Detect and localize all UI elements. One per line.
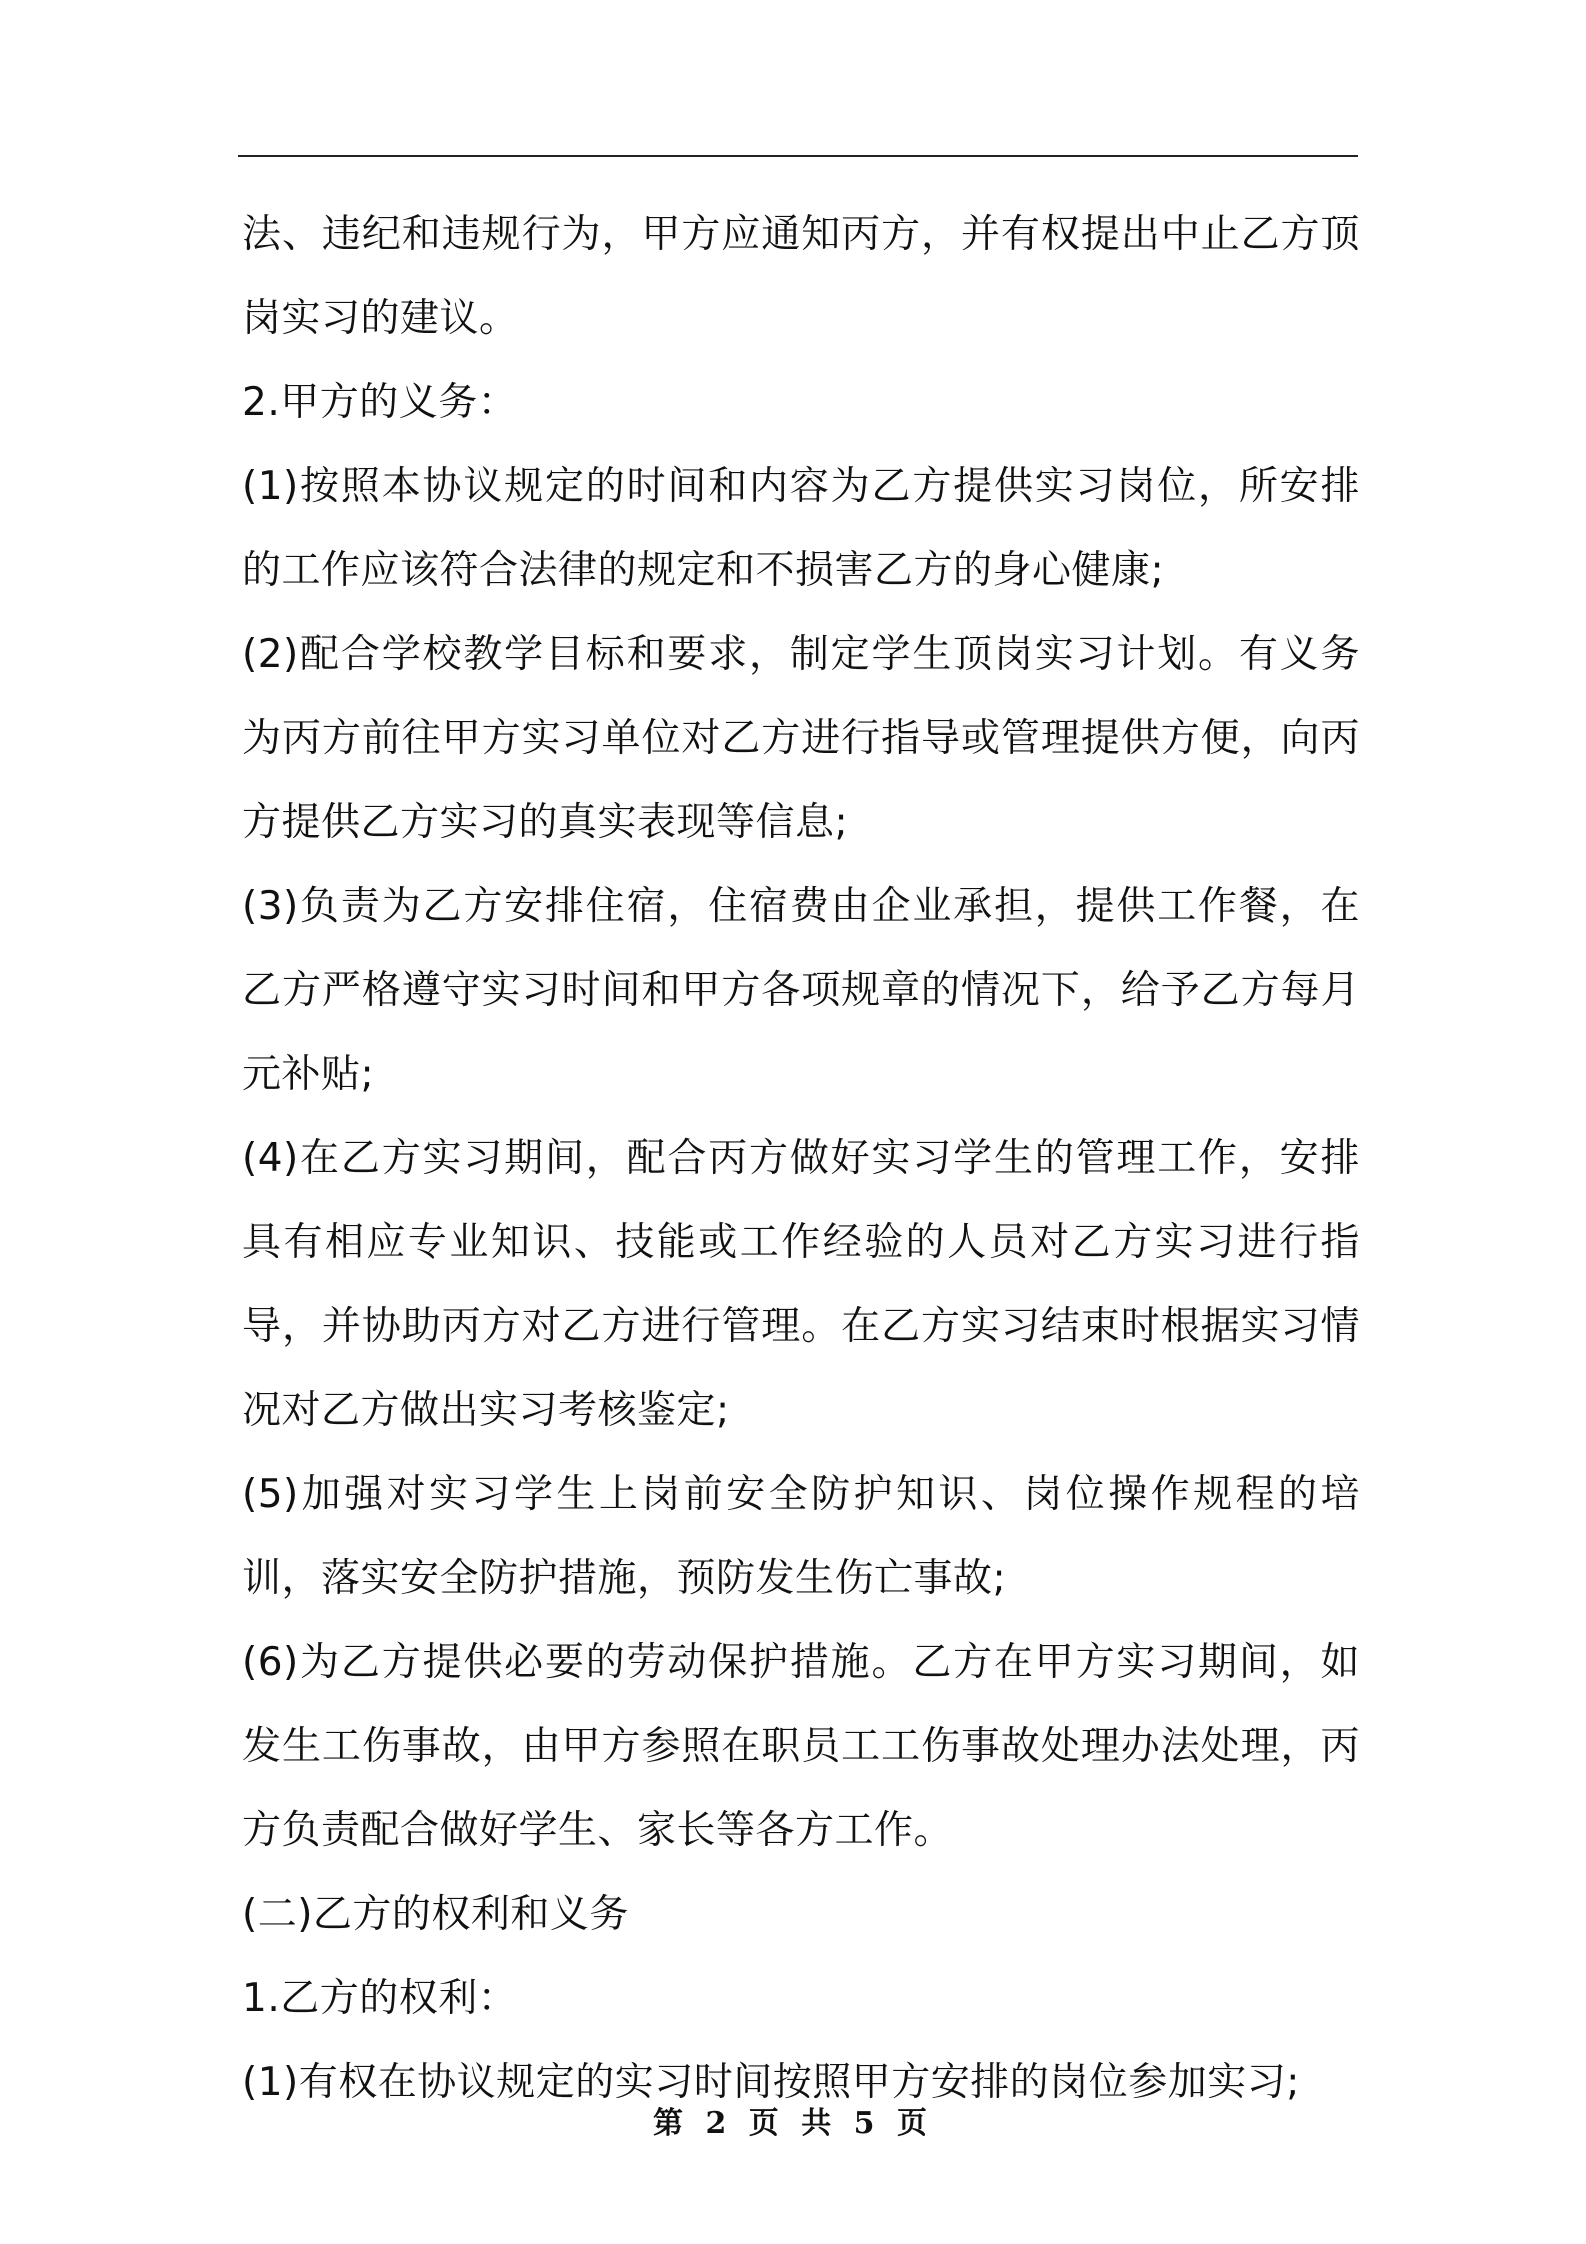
paragraph: (4)在乙方实习期间，配合丙方做好实习学生的管理工作，安排具有相应专业知识、技能或工作经验的人员对乙方实习进行指导，并协助丙方对乙方进行管理。在乙方实习结束时根据实习情况对乙方做出实习考核鉴定; (242, 1136, 1360, 1433)
paragraph: (1)按照本协议规定的时间和内容为乙方提供实习岗位，所安排的工作应该符合法律的规定和不损害乙方的身心健康; (242, 464, 1360, 593)
section-heading: 1.乙方的权利： (242, 1976, 518, 2021)
paragraph: (2)配合学校教学目标和要求，制定学生顶岗实习计划。有义务为丙方前往甲方实习单位对乙方进行指导或管理提供方便，向丙方提供乙方实习的真实表现等信息; (242, 632, 1360, 845)
paragraph: (3)负责为乙方安排住宿，住宿费由企业承担，提供工作餐，在乙方严格遵守实习时间和甲方各项规章的情况下，给予乙方每月元补贴; (242, 884, 1360, 1097)
paragraph: (5)加强对实习学生上岗前安全防护知识、岗位操作规程的培训，落实安全防护措施，预防发生伤亡事故; (242, 1472, 1360, 1601)
document-body (242, 193, 1360, 2125)
paragraph: (6)为乙方提供必要的劳动保护措施。乙方在甲方实习期间，如发生工伤事故，由甲方参照在职员工工伤事故处理办法处理，丙方负责配合做好学生、家长等各方工作。 (242, 1640, 1360, 1853)
page-number: 第 2 页 共 5 页 (653, 2106, 933, 2141)
paragraph: 法、违纪和违规行为，甲方应通知丙方，并有权提出中止乙方顶岗实习的建议。 (242, 212, 1360, 341)
header-divider (238, 155, 1358, 157)
paragraph: (1)有权在协议规定的实习时间按照甲方安排的岗位参加实习; (242, 2060, 1300, 2105)
section-heading: 2.甲方的义务： (242, 380, 518, 425)
section-heading: (二)乙方的权利和义务 (242, 1892, 629, 1937)
